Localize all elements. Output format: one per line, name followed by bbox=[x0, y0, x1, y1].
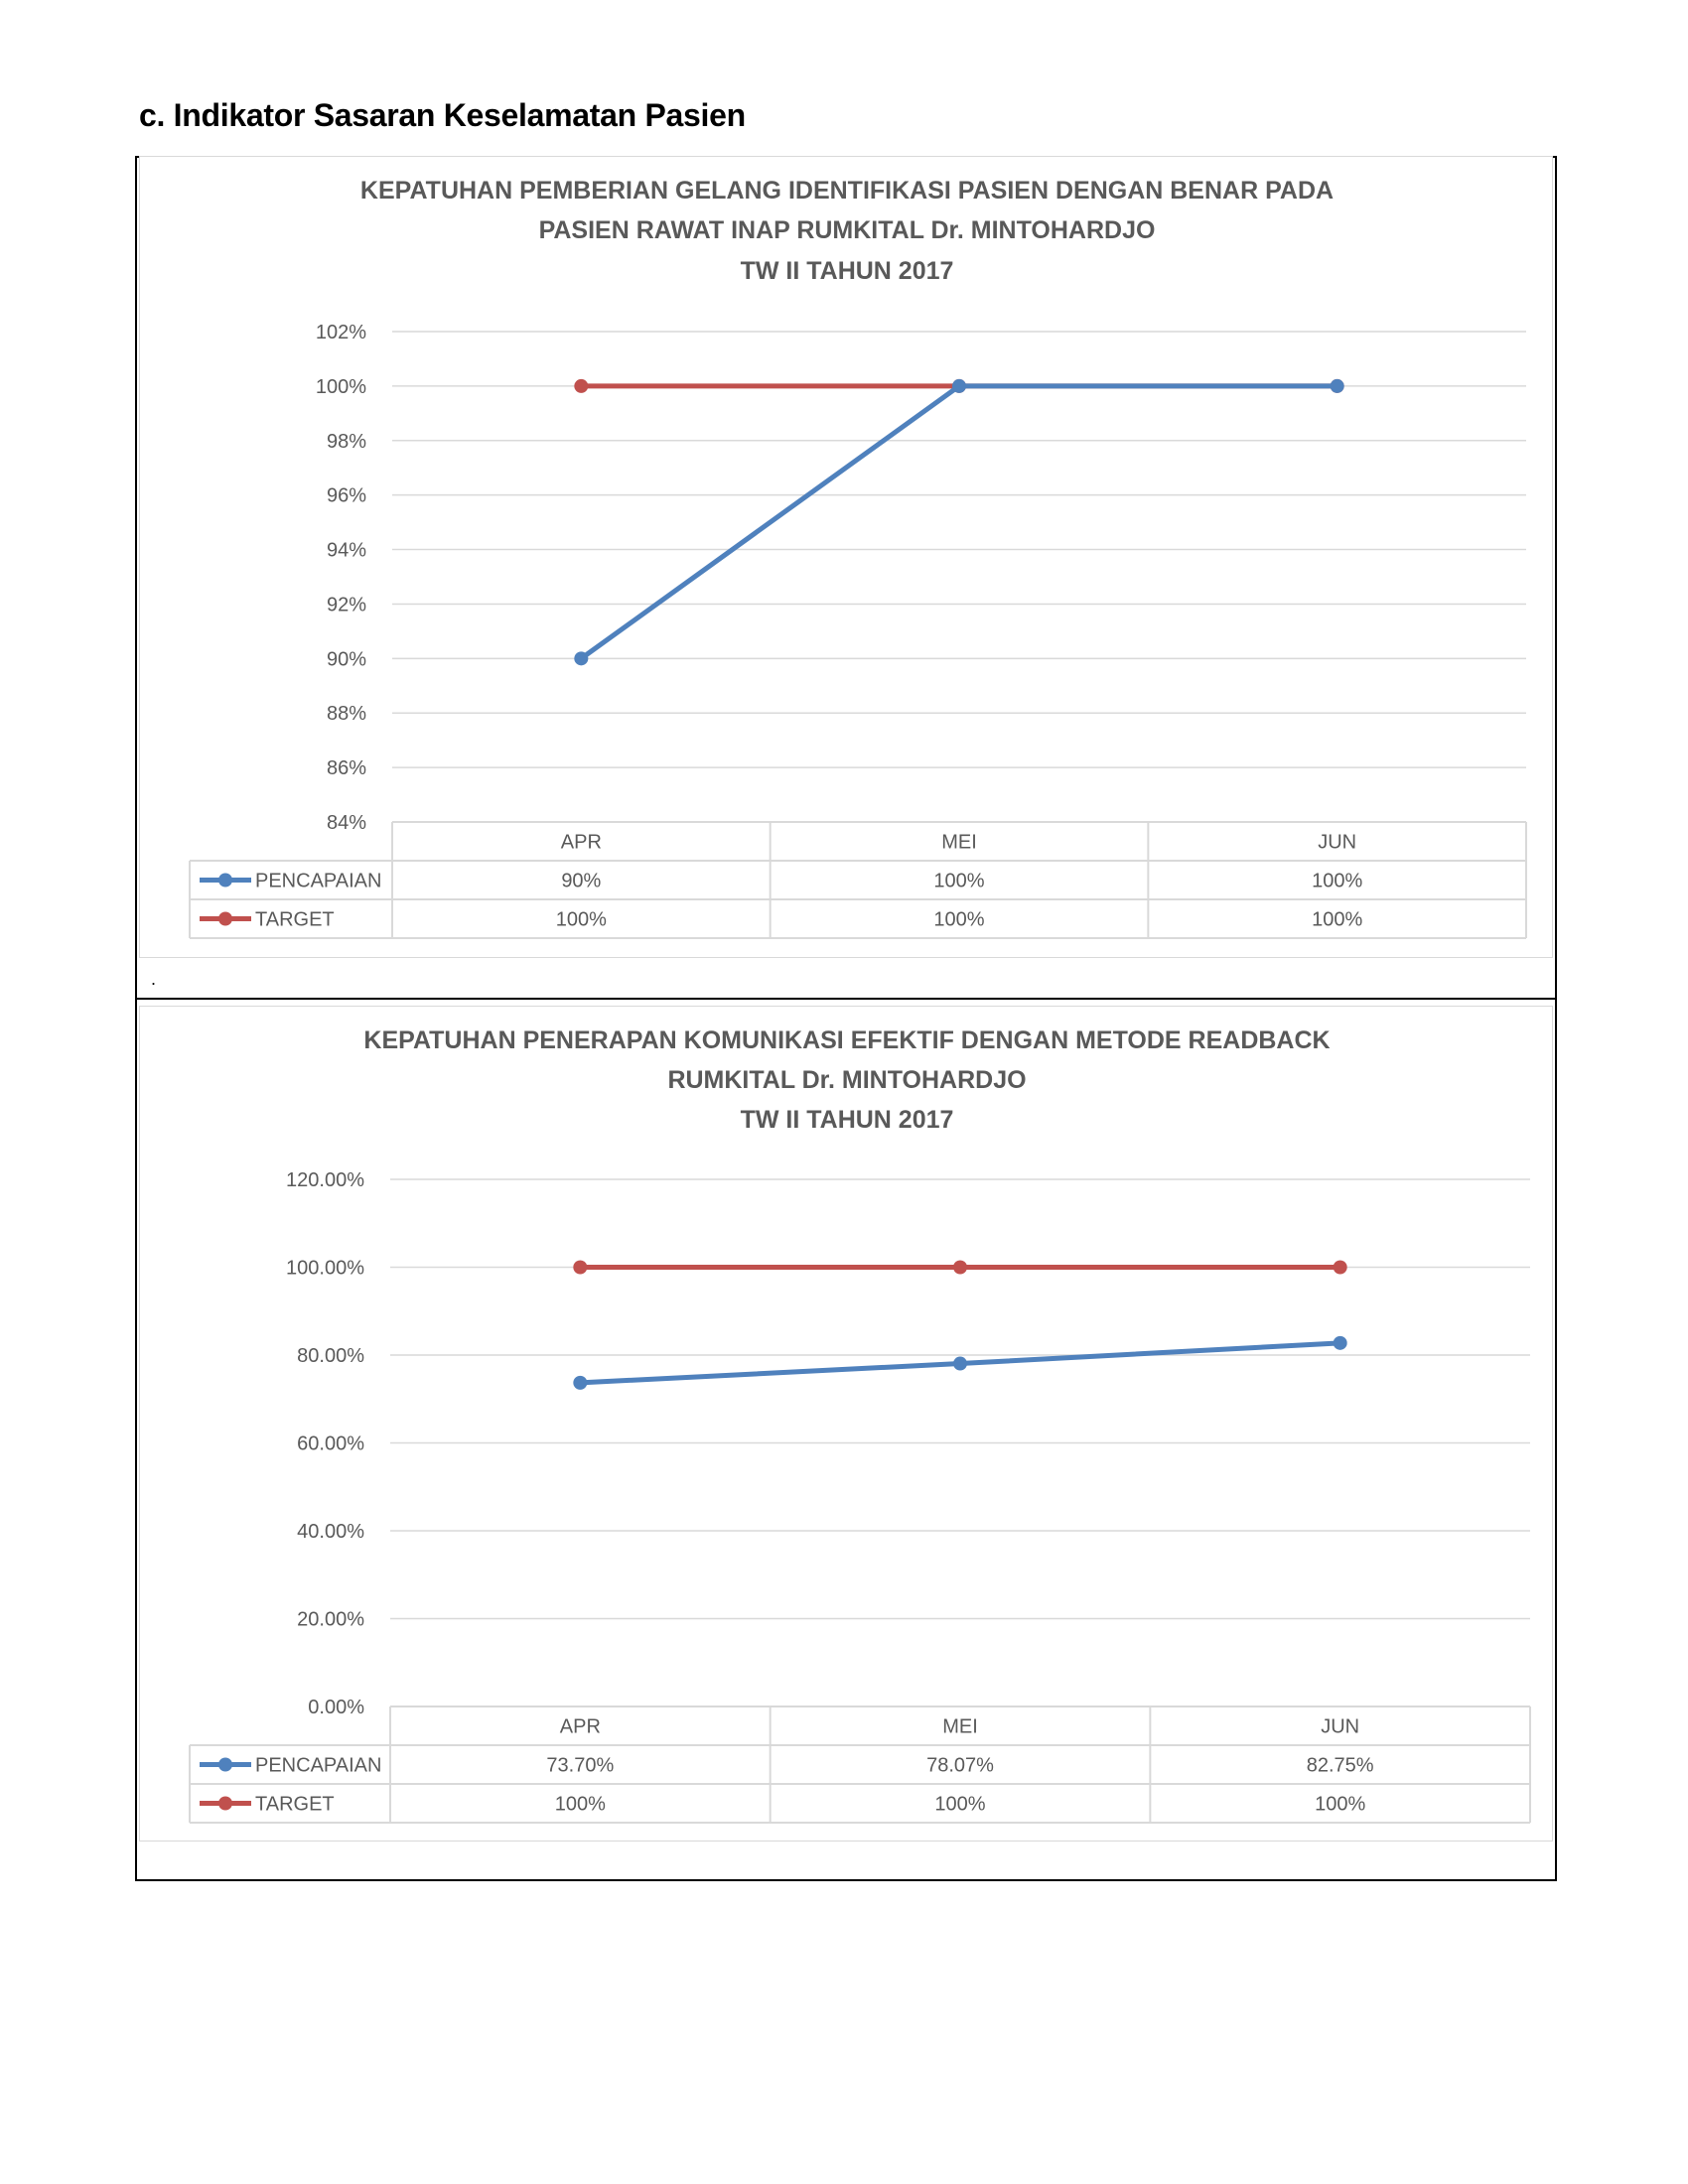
category-label: MEI bbox=[942, 1715, 978, 1738]
chart-title-line-3: TW II TAHUN 2017 bbox=[740, 257, 954, 285]
y-tick-label: 84% bbox=[326, 812, 366, 834]
data-table-cell: 100% bbox=[933, 908, 985, 931]
data-table-cell: 100% bbox=[554, 1793, 606, 1816]
data-point-pencapaian bbox=[574, 651, 588, 665]
category-label: APR bbox=[560, 831, 602, 854]
y-tick-label: 60.00% bbox=[297, 1433, 364, 1455]
y-tick-label: 100% bbox=[315, 375, 366, 398]
data-point-pencapaian bbox=[1334, 1336, 1347, 1350]
series-line-pencapaian bbox=[581, 386, 1336, 658]
y-tick-label: 92% bbox=[326, 594, 366, 616]
y-tick-label: 88% bbox=[326, 703, 366, 726]
data-table-cell: 100% bbox=[934, 1793, 986, 1816]
data-table-cell: 100% bbox=[1312, 908, 1363, 931]
chart-komunikasi-efektif bbox=[140, 1007, 1554, 1843]
chart-panel-gelang-identifikasi bbox=[139, 156, 1553, 958]
separator-mark: . bbox=[151, 969, 157, 989]
data-point-pencapaian bbox=[953, 1357, 967, 1371]
data-point-target bbox=[1334, 1261, 1347, 1275]
y-tick-label: 96% bbox=[326, 484, 366, 507]
y-tick-label: 0.00% bbox=[308, 1697, 364, 1718]
data-point-pencapaian bbox=[573, 1376, 587, 1390]
legend-series-name: TARGET bbox=[255, 908, 335, 931]
legend-series-name: PENCAPAIAN bbox=[255, 870, 382, 892]
chart-title-line-2: RUMKITAL Dr. MINTOHARDJO bbox=[667, 1066, 1027, 1094]
data-point-target bbox=[574, 379, 588, 393]
data-point-pencapaian bbox=[952, 379, 966, 393]
data-table-cell: 73.70% bbox=[546, 1754, 615, 1777]
data-point-pencapaian bbox=[1331, 379, 1344, 393]
data-table-cell: 78.07% bbox=[926, 1754, 994, 1777]
y-tick-label: 94% bbox=[326, 539, 366, 562]
category-label: MEI bbox=[941, 831, 977, 854]
y-tick-label: 120.00% bbox=[286, 1169, 364, 1191]
category-label: APR bbox=[559, 1715, 601, 1738]
chart-title-line-2: PASIEN RAWAT INAP RUMKITAL Dr. MINTOHARDJO bbox=[538, 216, 1156, 244]
data-table-cell: 90% bbox=[561, 870, 602, 892]
legend-key-marker bbox=[218, 874, 232, 887]
divider-line bbox=[135, 998, 1557, 1000]
legend-key-marker bbox=[218, 912, 232, 926]
y-tick-label: 40.00% bbox=[297, 1521, 364, 1543]
y-tick-label: 100.00% bbox=[286, 1257, 364, 1280]
y-tick-label: 86% bbox=[326, 757, 366, 780]
chart-title-line-3: TW II TAHUN 2017 bbox=[740, 1106, 954, 1134]
y-tick-label: 102% bbox=[315, 322, 366, 343]
section-heading: c. Indikator Sasaran Keselamatan Pasien bbox=[139, 97, 746, 133]
chart-gelang-identifikasi bbox=[140, 157, 1554, 959]
category-label: JUN bbox=[1321, 1715, 1360, 1738]
y-tick-label: 20.00% bbox=[297, 1608, 364, 1631]
chart-title-line-1: KEPATUHAN PEMBERIAN GELANG IDENTIFIKASI PASIEN DENGAN BENAR PADA bbox=[359, 177, 1335, 205]
category-label: JUN bbox=[1318, 831, 1357, 854]
data-table-cell: 100% bbox=[933, 870, 985, 892]
legend-key-marker bbox=[218, 1758, 232, 1772]
data-table-cell: 100% bbox=[555, 908, 607, 931]
y-tick-label: 80.00% bbox=[297, 1345, 364, 1367]
legend-key-marker bbox=[218, 1797, 232, 1811]
data-table-cell: 82.75% bbox=[1306, 1754, 1374, 1777]
data-point-target bbox=[953, 1261, 967, 1275]
data-table-cell: 100% bbox=[1315, 1793, 1366, 1816]
data-table-cell: 100% bbox=[1312, 870, 1363, 892]
legend-series-name: TARGET bbox=[255, 1793, 335, 1816]
chart-title-line-1: KEPATUHAN PENERAPAN KOMUNIKASI EFEKTIF DENGAN METODE READBACK bbox=[363, 1026, 1331, 1054]
y-tick-label: 90% bbox=[326, 648, 366, 671]
data-point-target bbox=[573, 1261, 587, 1275]
legend-series-name: PENCAPAIAN bbox=[255, 1754, 382, 1777]
chart-panel-komunikasi-efektif bbox=[139, 1006, 1553, 1842]
y-tick-label: 98% bbox=[326, 430, 366, 453]
